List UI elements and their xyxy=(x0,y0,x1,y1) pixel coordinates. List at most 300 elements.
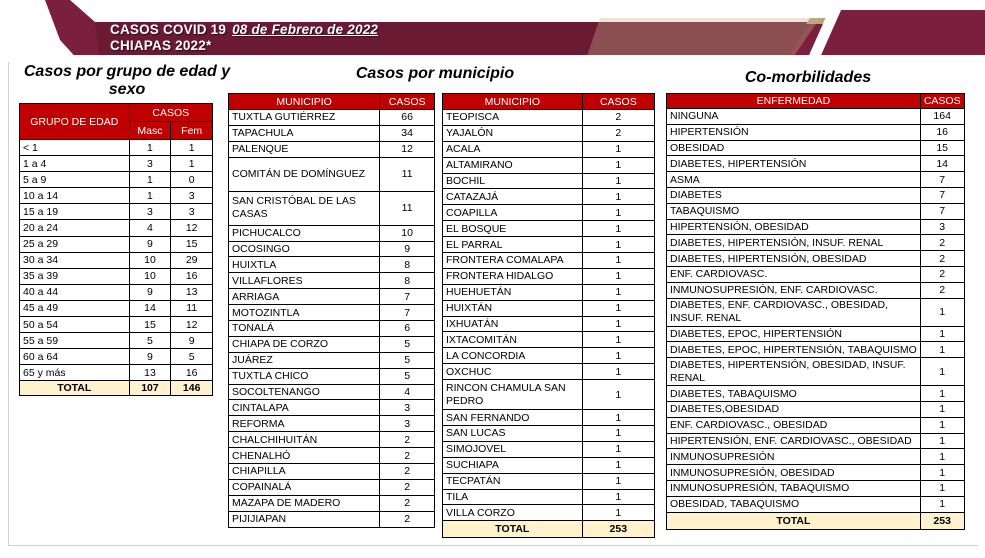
disease-name-cell: DIABETES, HIPERTENSIÓN xyxy=(667,156,921,172)
table-row xyxy=(20,268,213,284)
disease-name-cell: INMUNOSUPRESIÓN xyxy=(667,449,921,465)
municipio-cases-cell: 1 xyxy=(582,426,654,442)
col-grupo-edad: GRUPO DE EDAD xyxy=(20,104,130,140)
table-row xyxy=(229,495,435,511)
municipio-name-cell: IXTACOMITÁN xyxy=(443,332,583,348)
municipio-name-cell: COPAINALÁ xyxy=(229,479,380,495)
col-masc: Masc xyxy=(129,122,171,140)
disease-name-cell: INMUNOSUPRESIÓN, ENF. CARDIOVASC. xyxy=(667,282,921,298)
fem-cell: 1 xyxy=(171,156,213,172)
municipio-cases-cell: 11 xyxy=(380,191,435,225)
table-row xyxy=(229,400,435,416)
municipio-name-cell: ACALA xyxy=(443,141,583,157)
table-row xyxy=(443,457,655,473)
table-row xyxy=(667,235,965,251)
disease-cases-cell: 3 xyxy=(920,219,964,235)
table-row xyxy=(20,365,213,381)
table-row xyxy=(443,284,655,300)
table-row xyxy=(443,441,655,457)
age-group-cell: 40 a 44 xyxy=(20,284,130,300)
table-row xyxy=(443,189,655,205)
fem-cell: 5 xyxy=(171,349,213,365)
municipio-name-cell: MOTOZINTLA xyxy=(229,305,380,321)
comorbidities-heading: Co-morbilidades xyxy=(744,69,872,86)
municipio-cases-cell: 1 xyxy=(582,364,654,380)
municipio-name-cell: SAN CRISTÓBAL DE LAS CASAS xyxy=(229,191,380,225)
col-casos: CASOS xyxy=(920,94,964,109)
age-group-cell: 25 a 29 xyxy=(20,236,130,252)
table-row xyxy=(20,204,213,220)
table-row xyxy=(20,140,213,156)
fem-cell: 0 xyxy=(171,172,213,188)
disease-name-cell: ENF. CARDIOVASC. xyxy=(667,266,921,282)
table-row xyxy=(229,511,435,527)
municipio-table-left xyxy=(228,93,435,528)
disease-name-cell: ENF. CARDIOVASC., OBESIDAD xyxy=(667,417,921,433)
municipio-name-cell: FRONTERA COMALAPA xyxy=(443,253,583,269)
banner-title xyxy=(110,22,378,54)
table-row xyxy=(443,473,655,489)
disease-cases-cell: 1 xyxy=(920,433,964,449)
municipio-name-cell: TAPACHULA xyxy=(229,125,380,141)
municipio-name-cell: RINCON CHAMULA SAN PEDRO xyxy=(443,380,583,410)
table-row xyxy=(667,386,965,402)
municipio-cases-cell: 1 xyxy=(582,505,654,521)
municipio-cases-cell: 1 xyxy=(582,237,654,253)
table-row xyxy=(229,225,435,241)
title-line1: CASOS COVID 19 xyxy=(110,22,227,37)
disease-cases-cell: 1 xyxy=(920,298,964,326)
disease-cases-cell: 1 xyxy=(920,386,964,402)
table-row xyxy=(443,221,655,237)
municipio-cases-cell: 1 xyxy=(582,380,654,410)
municipio-cases-cell: 1 xyxy=(582,457,654,473)
disease-cases-cell: 1 xyxy=(920,449,964,465)
municipio-name-cell: TILA xyxy=(443,489,583,505)
table-row xyxy=(443,173,655,189)
table-row xyxy=(667,156,965,172)
municipio-cases-cell: 34 xyxy=(380,125,435,141)
masc-cell: 1 xyxy=(129,172,171,188)
table-row xyxy=(443,332,655,348)
table-row xyxy=(20,317,213,333)
municipio-cases-cell: 9 xyxy=(380,241,435,257)
age-group-cell: < 1 xyxy=(20,140,130,156)
age-table xyxy=(19,103,213,396)
municipio-name-cell: SUCHIAPA xyxy=(443,457,583,473)
disease-cases-cell: 1 xyxy=(920,326,964,342)
municipio-name-cell: HUIXTLA xyxy=(229,257,380,273)
masc-cell: 14 xyxy=(129,300,171,316)
disease-name-cell: DIABETES, ENF. CARDIOVASC., OBESIDAD, INSUF. RENAL xyxy=(667,298,921,326)
age-group-cell: 50 a 54 xyxy=(20,317,130,333)
disease-name-cell: NINGUNA xyxy=(667,109,921,125)
table-row xyxy=(20,333,213,349)
table-row xyxy=(20,300,213,316)
fem-cell: 3 xyxy=(171,204,213,220)
title-line2: CHIAPAS 2022* xyxy=(110,38,212,53)
table-row xyxy=(443,348,655,364)
disease-cases-cell: 1 xyxy=(920,358,964,386)
table-row xyxy=(443,410,655,426)
disease-name-cell: DIABETES xyxy=(667,187,921,203)
table-row xyxy=(229,110,435,126)
municipio-cases-cell: 3 xyxy=(380,416,435,432)
municipio-name-cell: CINTALAPA xyxy=(229,400,380,416)
disease-name-cell: DIABETES, HIPERTENSIÓN, INSUF. RENAL xyxy=(667,235,921,251)
masc-cell: 1 xyxy=(129,140,171,156)
municipio-cases-cell: 1 xyxy=(582,410,654,426)
municipio-cases-cell: 1 xyxy=(582,473,654,489)
masc-cell: 9 xyxy=(129,284,171,300)
table-row xyxy=(20,220,213,236)
col-enfermedad: ENFERMEDAD xyxy=(667,94,921,109)
table-row xyxy=(667,203,965,219)
mun-total-label: TOTAL xyxy=(443,521,583,538)
table-row xyxy=(667,124,965,140)
fem-cell: 15 xyxy=(171,236,213,252)
age-group-cell: 35 a 39 xyxy=(20,268,130,284)
masc-cell: 3 xyxy=(129,156,171,172)
col-fem: Fem xyxy=(171,122,213,140)
municipio-cases-cell: 66 xyxy=(380,110,435,126)
municipio-name-cell: FRONTERA HIDALGO xyxy=(443,268,583,284)
municipio-name-cell: PIJIJIAPAN xyxy=(229,511,380,527)
table-row xyxy=(667,266,965,282)
municipio-cases-cell: 2 xyxy=(380,495,435,511)
disease-cases-cell: 1 xyxy=(920,401,964,417)
disease-cases-cell: 1 xyxy=(920,465,964,481)
municipio-cases-cell: 1 xyxy=(582,157,654,173)
table-row xyxy=(229,416,435,432)
municipio-name-cell: COMITÁN DE DOMÍNGUEZ xyxy=(229,157,380,191)
disease-name-cell: INMUNOSUPRESIÓN, TABAQUISMO xyxy=(667,480,921,496)
municipio-name-cell: TONALÁ xyxy=(229,321,380,337)
municipio-heading: Casos por municipio xyxy=(355,65,515,82)
col-casos: CASOS xyxy=(129,104,212,122)
municipio-cases-cell: 1 xyxy=(582,489,654,505)
disease-name-cell: HIPERTENSIÓN, OBESIDAD xyxy=(667,219,921,235)
table-row xyxy=(667,465,965,481)
municipio-name-cell: SOCOLTENANGO xyxy=(229,384,380,400)
masc-cell: 10 xyxy=(129,252,171,268)
municipio-name-cell: VILLAFLORES xyxy=(229,273,380,289)
municipio-cases-cell: 1 xyxy=(582,332,654,348)
age-group-cell: 5 a 9 xyxy=(20,172,130,188)
municipio-cases-cell: 3 xyxy=(380,400,435,416)
municipio-cases-cell: 8 xyxy=(380,257,435,273)
fem-cell: 1 xyxy=(171,140,213,156)
fem-cell: 29 xyxy=(171,252,213,268)
table-row xyxy=(443,300,655,316)
age-total-fem: 146 xyxy=(171,381,213,396)
table-row xyxy=(667,433,965,449)
disease-cases-cell: 164 xyxy=(920,109,964,125)
age-total-masc: 107 xyxy=(129,381,171,396)
table-row xyxy=(229,141,435,157)
municipio-name-cell: ALTAMIRANO xyxy=(443,157,583,173)
table-row xyxy=(229,257,435,273)
table-row xyxy=(229,273,435,289)
municipio-cases-cell: 5 xyxy=(380,368,435,384)
com-total-value: 253 xyxy=(920,512,964,529)
table-row xyxy=(229,479,435,495)
table-row xyxy=(443,505,655,521)
col-casos: CASOS xyxy=(380,94,435,110)
table-row xyxy=(667,358,965,386)
municipio-cases-cell: 1 xyxy=(582,441,654,457)
com-total-label: TOTAL xyxy=(667,512,921,529)
table-row xyxy=(667,496,965,512)
table-row xyxy=(443,426,655,442)
header-banner xyxy=(0,0,985,62)
municipio-cases-cell: 2 xyxy=(380,479,435,495)
municipio-cases-cell: 1 xyxy=(582,348,654,364)
municipio-cases-cell: 1 xyxy=(582,221,654,237)
age-group-cell: 45 a 49 xyxy=(20,300,130,316)
disease-name-cell: DIABETES,OBESIDAD xyxy=(667,401,921,417)
table-row xyxy=(443,380,655,410)
masc-cell: 5 xyxy=(129,333,171,349)
disease-cases-cell: 2 xyxy=(920,251,964,267)
municipio-name-cell: MAZAPA DE MADERO xyxy=(229,495,380,511)
disease-name-cell: DIABETES, TABAQUISMO xyxy=(667,386,921,402)
disease-cases-cell: 16 xyxy=(920,124,964,140)
table-row xyxy=(229,384,435,400)
mun-total-value: 253 xyxy=(582,521,654,538)
table-row xyxy=(20,349,213,365)
municipio-cases-cell: 2 xyxy=(380,464,435,480)
municipio-name-cell: TECPATÁN xyxy=(443,473,583,489)
disease-cases-cell: 1 xyxy=(920,480,964,496)
disease-name-cell: DIABETES, EPOC, HIPERTENSIÓN xyxy=(667,326,921,342)
municipio-cases-cell: 1 xyxy=(582,173,654,189)
municipio-cases-cell: 6 xyxy=(380,321,435,337)
municipio-name-cell: TEOPISCA xyxy=(443,110,583,126)
age-group-cell: 1 a 4 xyxy=(20,156,130,172)
fem-cell: 9 xyxy=(171,333,213,349)
masc-cell: 15 xyxy=(129,317,171,333)
municipio-cases-cell: 7 xyxy=(380,289,435,305)
municipio-name-cell: TUXTLA CHICO xyxy=(229,368,380,384)
disease-cases-cell: 1 xyxy=(920,417,964,433)
municipio-cases-cell: 1 xyxy=(582,268,654,284)
municipio-name-cell: CHALCHIHUITÁN xyxy=(229,432,380,448)
municipio-cases-cell: 7 xyxy=(380,305,435,321)
table-row xyxy=(667,298,965,326)
municipio-name-cell: COAPILLA xyxy=(443,205,583,221)
masc-cell: 10 xyxy=(129,268,171,284)
municipio-cases-cell: 2 xyxy=(582,110,654,126)
fem-cell: 16 xyxy=(171,365,213,381)
table-row xyxy=(667,187,965,203)
table-row xyxy=(443,110,655,126)
municipio-cases-cell: 2 xyxy=(380,432,435,448)
table-row xyxy=(229,432,435,448)
table-row xyxy=(229,464,435,480)
age-heading: Casos por grupo de edad y sexo xyxy=(23,63,231,98)
disease-cases-cell: 7 xyxy=(920,203,964,219)
fem-cell: 12 xyxy=(171,220,213,236)
municipio-cases-cell: 1 xyxy=(582,141,654,157)
table-row xyxy=(20,188,213,204)
masc-cell: 4 xyxy=(129,220,171,236)
municipio-cases-cell: 2 xyxy=(380,448,435,464)
table-row xyxy=(667,401,965,417)
municipio-name-cell: LA CONCORDIA xyxy=(443,348,583,364)
municipio-cases-cell: 5 xyxy=(380,336,435,352)
age-group-cell: 60 a 64 xyxy=(20,349,130,365)
municipio-name-cell: EL PARRAL xyxy=(443,237,583,253)
table-row xyxy=(229,125,435,141)
table-row xyxy=(20,156,213,172)
disease-cases-cell: 14 xyxy=(920,156,964,172)
table-row xyxy=(667,172,965,188)
table-row xyxy=(667,342,965,358)
fem-cell: 13 xyxy=(171,284,213,300)
municipio-name-cell: IXHUATÁN xyxy=(443,316,583,332)
table-row xyxy=(20,236,213,252)
municipio-name-cell: REFORMA xyxy=(229,416,380,432)
municipio-cases-cell: 1 xyxy=(582,189,654,205)
table-row xyxy=(667,251,965,267)
table-row xyxy=(667,480,965,496)
municipio-name-cell: SIMOJOVEL xyxy=(443,441,583,457)
municipio-name-cell: PICHUCALCO xyxy=(229,225,380,241)
table-row xyxy=(229,352,435,368)
municipio-cases-cell: 1 xyxy=(582,284,654,300)
municipio-name-cell: CHENALHÓ xyxy=(229,448,380,464)
municipio-name-cell: YAJALÓN xyxy=(443,125,583,141)
table-row xyxy=(229,289,435,305)
municipio-name-cell: HUIXTÁN xyxy=(443,300,583,316)
disease-name-cell: DIABETES, HIPERTENSIÓN, OBESIDAD xyxy=(667,251,921,267)
table-row xyxy=(20,172,213,188)
table-row xyxy=(443,489,655,505)
disease-name-cell: TABAQUISMO xyxy=(667,203,921,219)
table-row xyxy=(443,157,655,173)
table-row xyxy=(667,219,965,235)
fem-cell: 12 xyxy=(171,317,213,333)
table-row xyxy=(443,237,655,253)
disease-name-cell: ASMA xyxy=(667,172,921,188)
col-municipio: MUNICIPIO xyxy=(229,94,380,110)
municipio-cases-cell: 12 xyxy=(380,141,435,157)
municipio-cases-cell: 2 xyxy=(380,511,435,527)
municipio-name-cell: ARRIAGA xyxy=(229,289,380,305)
municipio-name-cell: CATAZAJÁ xyxy=(443,189,583,205)
municipio-name-cell: HUEHUETÁN xyxy=(443,284,583,300)
table-row xyxy=(667,326,965,342)
table-row xyxy=(443,364,655,380)
age-group-cell: 55 a 59 xyxy=(20,333,130,349)
comorbidities-table xyxy=(666,93,965,530)
col-municipio: MUNICIPIO xyxy=(443,94,583,110)
table-row xyxy=(229,368,435,384)
disease-cases-cell: 15 xyxy=(920,140,964,156)
table-row xyxy=(229,448,435,464)
disease-cases-cell: 7 xyxy=(920,187,964,203)
masc-cell: 9 xyxy=(129,349,171,365)
municipio-name-cell: JUÁREZ xyxy=(229,352,380,368)
table-row xyxy=(229,241,435,257)
table-row xyxy=(443,125,655,141)
masc-cell: 9 xyxy=(129,236,171,252)
disease-name-cell: INMUNOSUPRESIÓN, OBESIDAD xyxy=(667,465,921,481)
table-row xyxy=(229,191,435,225)
disease-name-cell: HIPERTENSIÓN, ENF. CARDIOVASC., OBESIDAD xyxy=(667,433,921,449)
age-group-cell: 15 a 19 xyxy=(20,204,130,220)
disease-cases-cell: 1 xyxy=(920,342,964,358)
table-row xyxy=(667,282,965,298)
table-row xyxy=(667,109,965,125)
municipio-name-cell: CHIAPILLA xyxy=(229,464,380,480)
table-row xyxy=(20,284,213,300)
disease-cases-cell: 2 xyxy=(920,282,964,298)
municipio-cases-cell: 2 xyxy=(582,125,654,141)
disease-name-cell: DIABETES, EPOC, HIPERTENSIÓN, TABAQUISMO xyxy=(667,342,921,358)
fem-cell: 3 xyxy=(171,188,213,204)
age-group-cell: 30 a 34 xyxy=(20,252,130,268)
municipio-name-cell: OCOSINGO xyxy=(229,241,380,257)
municipio-name-cell: TUXTLA GUTIÉRREZ xyxy=(229,110,380,126)
municipio-name-cell: EL BOSQUE xyxy=(443,221,583,237)
age-group-cell: 65 y más xyxy=(20,365,130,381)
municipio-cases-cell: 5 xyxy=(380,352,435,368)
municipio-name-cell: VILLA CORZO xyxy=(443,505,583,521)
table-row xyxy=(229,157,435,191)
municipio-cases-cell: 1 xyxy=(582,205,654,221)
age-group-cell: 20 a 24 xyxy=(20,220,130,236)
col-casos: CASOS xyxy=(582,94,654,110)
report-date: 08 de Febrero de 2022 xyxy=(232,22,379,37)
table-row xyxy=(443,268,655,284)
masc-cell: 3 xyxy=(129,204,171,220)
age-total-label: TOTAL xyxy=(20,381,130,396)
municipio-name-cell: SAN LUCAS xyxy=(443,426,583,442)
municipio-cases-cell: 8 xyxy=(380,273,435,289)
table-row xyxy=(667,417,965,433)
table-row xyxy=(229,321,435,337)
municipio-cases-cell: 11 xyxy=(380,157,435,191)
municipio-name-cell: SAN FERNANDO xyxy=(443,410,583,426)
municipio-table-right xyxy=(442,93,655,538)
municipio-name-cell: CHIAPA DE CORZO xyxy=(229,336,380,352)
masc-cell: 1 xyxy=(129,188,171,204)
disease-cases-cell: 2 xyxy=(920,266,964,282)
disease-name-cell: DIABETES, HIPERTENSIÓN, OBESIDAD, INSUF. RENAL xyxy=(667,358,921,386)
masc-cell: 13 xyxy=(129,365,171,381)
table-row xyxy=(20,252,213,268)
table-row xyxy=(443,316,655,332)
municipio-cases-cell: 1 xyxy=(582,300,654,316)
municipio-name-cell: BOCHIL xyxy=(443,173,583,189)
table-row xyxy=(229,305,435,321)
disease-cases-cell: 1 xyxy=(920,496,964,512)
table-row xyxy=(443,253,655,269)
municipio-cases-cell: 10 xyxy=(380,225,435,241)
table-row xyxy=(443,141,655,157)
fem-cell: 16 xyxy=(171,268,213,284)
table-row xyxy=(229,336,435,352)
table-row xyxy=(443,205,655,221)
municipio-name-cell: OXCHUC xyxy=(443,364,583,380)
municipio-cases-cell: 4 xyxy=(380,384,435,400)
disease-cases-cell: 2 xyxy=(920,235,964,251)
disease-name-cell: OBESIDAD xyxy=(667,140,921,156)
age-group-cell: 10 a 14 xyxy=(20,188,130,204)
disease-cases-cell: 7 xyxy=(920,172,964,188)
